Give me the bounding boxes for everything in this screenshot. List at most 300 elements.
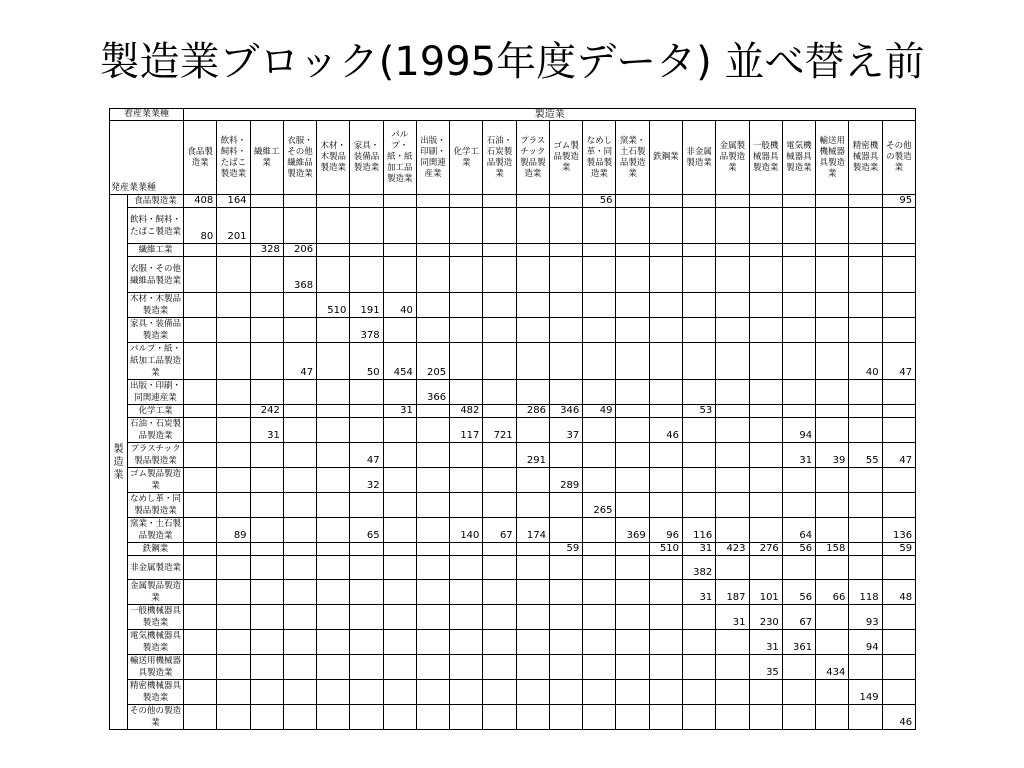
table-cell: 67 [483,518,516,543]
table-cell [317,195,350,208]
table-cell [483,580,516,605]
table-cell [317,244,350,257]
table-cell [716,293,749,318]
table-cell [450,493,483,518]
table-cell [549,293,582,318]
table-cell [317,543,350,556]
row-header: 金属製品製造業 [128,580,184,605]
table-cell [383,318,416,343]
table-row [110,380,916,405]
table-cell [649,580,682,605]
table-cell [317,318,350,343]
table-cell [683,318,716,343]
table-cell [616,405,649,418]
slide-title: 製造業ブロック(1995年度データ) 並べ替え前 [99,39,925,85]
table-cell: 47 [882,343,916,380]
table-cell [383,680,416,705]
table-cell: 346 [549,405,582,418]
column-header-10: 石油・石炭製品製造業 [483,121,516,195]
table-cell: 32 [350,468,383,493]
table-cell: 408 [184,195,217,208]
table-cell [649,630,682,655]
table-cell [450,208,483,244]
table-cell: 66 [816,580,849,605]
table-row [110,443,916,468]
table-cell [317,630,350,655]
table-cell [583,468,616,493]
table-cell [483,655,516,680]
table-cell [416,257,449,293]
table-cell [782,244,815,257]
table-cell [749,418,782,443]
row-header: 木材・木製品製造業 [128,293,184,318]
table-cell [217,468,250,493]
table-cell [516,580,549,605]
table-row [110,293,916,318]
table-cell [516,380,549,405]
table-cell [317,380,350,405]
table-cell [184,543,217,556]
table-row [110,630,916,655]
table-cell [683,605,716,630]
table-cell [649,244,682,257]
table-cell [782,493,815,518]
table-cell [782,655,815,680]
column-header-9: 化学工業 [450,121,483,195]
table-cell: 93 [849,605,882,630]
table-cell [649,705,682,730]
table-cell [383,468,416,493]
table-row [110,680,916,705]
table-cell [782,468,815,493]
table-cell [716,630,749,655]
table-cell [350,580,383,605]
table-cell [516,630,549,655]
column-header-row [110,121,916,195]
table-cell [450,543,483,556]
table-cell [849,244,882,257]
table-cell [716,380,749,405]
table-cell [450,443,483,468]
table-cell [283,208,316,244]
table-cell [350,418,383,443]
table-cell [250,543,283,556]
table-row [110,195,916,208]
table-cell [184,655,217,680]
table-cell [383,443,416,468]
table-cell [549,195,582,208]
table-cell [416,705,449,730]
table-cell: 96 [649,518,682,543]
table-cell [250,293,283,318]
table-cell [483,318,516,343]
table-row [110,493,916,518]
column-header-22: その他の製造業 [882,121,916,195]
row-header: 飲料・飼料・たばこ製造業 [128,208,184,244]
table-cell: 64 [782,518,815,543]
table-cell [483,244,516,257]
table-cell [749,468,782,493]
table-row [110,518,916,543]
table-cell [583,244,616,257]
table-cell: 276 [749,543,782,556]
table-cell [350,244,383,257]
table-cell [716,493,749,518]
table-cell [549,208,582,244]
table-cell [616,705,649,730]
table-cell [283,556,316,580]
table-cell [583,655,616,680]
table-cell [516,705,549,730]
table-cell [782,257,815,293]
table-cell: 39 [816,443,849,468]
table-cell [816,418,849,443]
table-cell [350,257,383,293]
table-cell: 206 [283,244,316,257]
table-cell [649,208,682,244]
table-cell [184,556,217,580]
table-cell: 361 [782,630,815,655]
table-cell [217,418,250,443]
table-cell [649,655,682,680]
table-cell [317,580,350,605]
table-row [110,405,916,418]
table-cell [749,293,782,318]
table-cell [416,680,449,705]
column-header-16: 非金属製造業 [683,121,716,195]
group-header-row [110,109,916,121]
table-cell: 40 [383,293,416,318]
table-cell [350,556,383,580]
table-cell: 31 [749,630,782,655]
table-cell [716,418,749,443]
table-cell [882,655,916,680]
source-group-label-text: 製造業 [113,443,124,481]
table-cell [616,630,649,655]
row-header: 食品製造業 [128,195,184,208]
row-header: 繊維工業 [128,244,184,257]
corner-top-label: 着産業業種 [110,109,184,121]
row-header: 出版・印刷・同関連産業 [128,380,184,405]
table-cell [749,257,782,293]
table-cell [217,405,250,418]
table-cell [683,443,716,468]
table-cell: 117 [450,418,483,443]
table-cell [516,293,549,318]
table-cell [416,580,449,605]
table-cell: 31 [250,418,283,443]
table-cell: 328 [250,244,283,257]
table-cell [450,468,483,493]
row-header: 一般機械器具製造業 [128,605,184,630]
table-cell [383,605,416,630]
table-cell: 721 [483,418,516,443]
table-cell [217,680,250,705]
table-cell [350,630,383,655]
table-cell [217,443,250,468]
table-cell: 205 [416,343,449,380]
table-cell [549,655,582,680]
table-cell [882,556,916,580]
table-cell [616,208,649,244]
table-cell [516,418,549,443]
table-cell [283,195,316,208]
table-cell [616,655,649,680]
table-cell [416,630,449,655]
table-cell [483,208,516,244]
table-cell [549,343,582,380]
table-row [110,705,916,730]
table-cell [416,208,449,244]
table-cell [716,208,749,244]
table-cell [849,468,882,493]
table-cell [250,380,283,405]
source-group-label [110,195,128,730]
table-cell [416,518,449,543]
table-cell [816,318,849,343]
table-cell [450,605,483,630]
table-cell [317,443,350,468]
row-header: 窯業・土石製品製造業 [128,518,184,543]
table-cell [383,493,416,518]
table-cell [782,405,815,418]
table-cell: 80 [184,208,217,244]
table-cell [749,318,782,343]
table-cell [716,680,749,705]
table-cell [483,493,516,518]
table-cell [184,580,217,605]
table-cell [450,380,483,405]
table-cell [317,405,350,418]
table-cell: 53 [683,405,716,418]
table-cell [882,208,916,244]
table-cell [782,208,815,244]
table-cell [283,443,316,468]
table-cell: 65 [350,518,383,543]
table-cell [882,468,916,493]
table-row [110,556,916,580]
table-cell: 510 [317,293,350,318]
table-cell [250,443,283,468]
table-cell [416,318,449,343]
table-cell [583,443,616,468]
table-cell [516,468,549,493]
table-cell [816,518,849,543]
table-cell [516,543,549,556]
table-cell [782,343,815,380]
table-cell [516,680,549,705]
table-cell [350,705,383,730]
table-cell [516,343,549,380]
table-cell [184,680,217,705]
table-cell [849,405,882,418]
table-cell [882,493,916,518]
table-cell [217,543,250,556]
table-cell [616,418,649,443]
table-cell [217,630,250,655]
table-cell [849,208,882,244]
table-cell [549,605,582,630]
table-cell [749,680,782,705]
table-cell [516,244,549,257]
table-cell [716,518,749,543]
table-cell [416,293,449,318]
table-cell [450,244,483,257]
table-cell [516,195,549,208]
column-header-8: 出版・印刷・同関連産業 [416,121,449,195]
table-cell [283,468,316,493]
table-cell [683,380,716,405]
table-cell [649,556,682,580]
table-cell [816,680,849,705]
table-cell [483,380,516,405]
table-cell [583,630,616,655]
table-cell [350,605,383,630]
table-cell [450,343,483,380]
table-cell [317,518,350,543]
table-cell [683,208,716,244]
table-cell: 50 [350,343,383,380]
table-cell [516,257,549,293]
column-header-3: 繊維工業 [250,121,283,195]
table-cell [583,680,616,705]
table-cell [849,418,882,443]
table-cell [350,405,383,418]
table-cell [716,257,749,293]
table-cell: 37 [549,418,582,443]
table-cell [250,556,283,580]
table-cell [716,405,749,418]
table-cell [816,380,849,405]
column-header-7: パルプ・紙・紙加工品製造業 [383,121,416,195]
table-cell [483,468,516,493]
table-cell [283,580,316,605]
table-cell: 31 [683,543,716,556]
table-cell [749,380,782,405]
table-cell [683,468,716,493]
table-cell [749,705,782,730]
table-cell [849,257,882,293]
table-cell [616,293,649,318]
table-cell [184,293,217,318]
table-cell [616,543,649,556]
table-cell: 201 [217,208,250,244]
table-cell: 191 [350,293,383,318]
column-header-20: 輸送用機械器具製造業 [816,121,849,195]
table-cell [483,680,516,705]
table-cell [283,405,316,418]
table-cell [283,630,316,655]
table-cell [217,605,250,630]
table-cell [317,680,350,705]
table-cell: 378 [350,318,383,343]
table-cell: 118 [849,580,882,605]
table-cell [849,543,882,556]
table-cell: 164 [217,195,250,208]
table-cell [583,257,616,293]
column-header-14: 窯業・土石製品製造業 [616,121,649,195]
table-cell [549,580,582,605]
table-cell [749,195,782,208]
table-cell [350,493,383,518]
table-cell: 368 [283,257,316,293]
table-cell: 47 [882,443,916,468]
table-cell [583,705,616,730]
table-cell [583,543,616,556]
table-cell [383,556,416,580]
table-cell [450,705,483,730]
table-cell [283,655,316,680]
table-cell: 35 [749,655,782,680]
table-cell [849,493,882,518]
table-cell [749,208,782,244]
table-cell [816,493,849,518]
table-cell [483,343,516,380]
table-cell [184,493,217,518]
table-cell [683,195,716,208]
table-cell [649,293,682,318]
table-cell [350,655,383,680]
table-cell [184,443,217,468]
table-cell [483,195,516,208]
table-cell [450,630,483,655]
table-cell [683,655,716,680]
table-cell [217,705,250,730]
table-cell [749,493,782,518]
table-cell [549,630,582,655]
table-cell [383,418,416,443]
table-cell [184,257,217,293]
table-cell [217,293,250,318]
table-cell: 230 [749,605,782,630]
table-cell [383,244,416,257]
table-cell [549,318,582,343]
table-cell [516,556,549,580]
table-cell [683,630,716,655]
row-header: パルプ・紙・紙加工品製造業 [128,343,184,380]
table-cell: 46 [882,705,916,730]
table-cell [816,605,849,630]
table-cell: 56 [782,580,815,605]
table-cell [250,605,283,630]
table-cell [882,605,916,630]
table-cell [317,343,350,380]
table-cell [250,680,283,705]
table-cell [782,293,815,318]
table-row [110,343,916,380]
table-cell: 366 [416,380,449,405]
table-cell [882,244,916,257]
row-header: 輸送用機械器具製造業 [128,655,184,680]
table-cell [882,318,916,343]
table-cell [616,605,649,630]
row-header: 電気機械器具製造業 [128,630,184,655]
table-cell [450,318,483,343]
table-cell [649,443,682,468]
table-cell [416,605,449,630]
table-cell: 382 [683,556,716,580]
table-cell [882,293,916,318]
table-cell [217,580,250,605]
table-cell: 48 [882,580,916,605]
table-cell [483,543,516,556]
table-cell [649,468,682,493]
table-cell [583,380,616,405]
table-cell [849,380,882,405]
table-cell: 94 [849,630,882,655]
table-cell: 369 [616,518,649,543]
table-cell [483,705,516,730]
